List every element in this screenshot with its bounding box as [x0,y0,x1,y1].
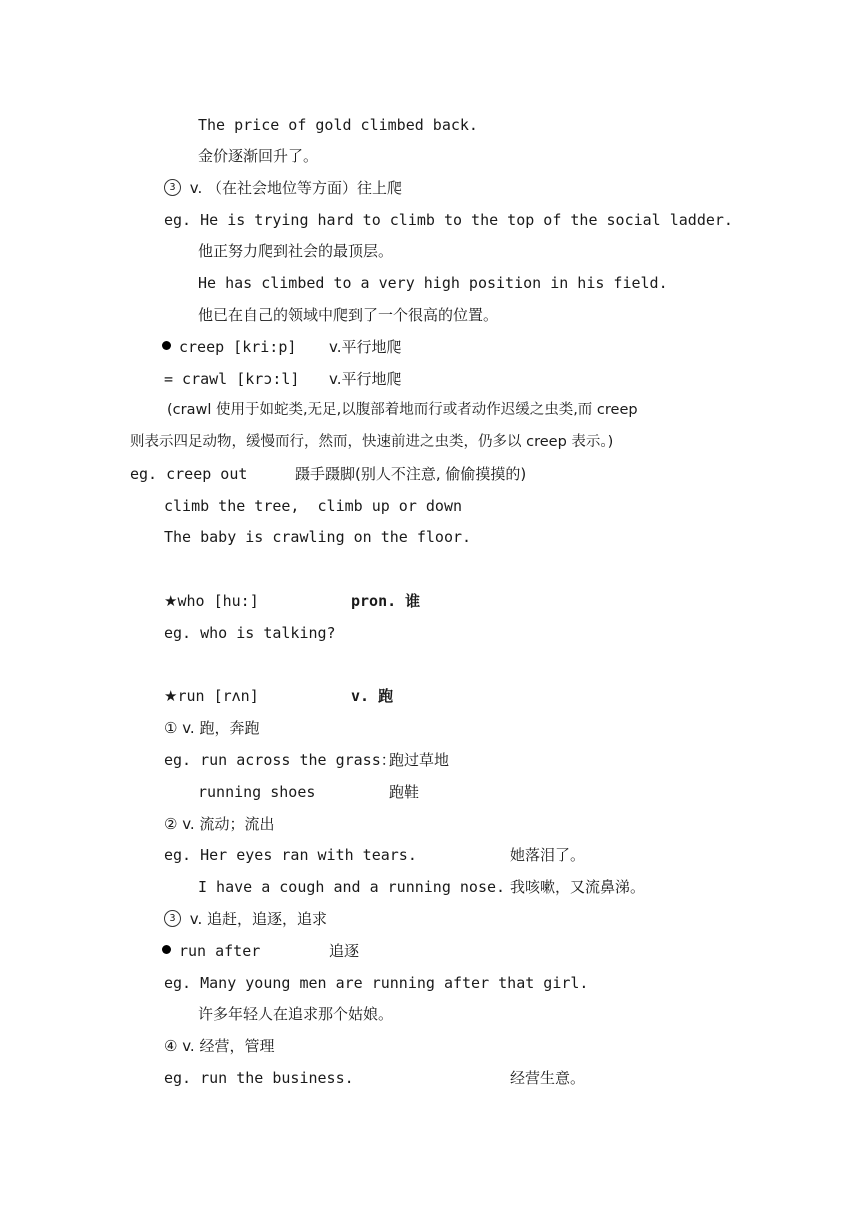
definition-text: ② v. 流动；流出 [164,815,275,833]
translation-text: 她落泪了。 [510,846,586,864]
translation [510,1068,585,1088]
headword: creep [kri:p] [179,338,297,356]
phrase-entry-run-after [162,941,260,961]
example-text: eg. Her eyes ran with tears. [164,846,417,864]
definition-text: v. 追赶，追逐，追求 [185,910,328,928]
star-icon: ★ [164,687,178,705]
translation [198,305,498,325]
note-text: (crawl 使用于如蛇类,无足,以腹部着地而行或者动作迟缓之虫类,而 creep [167,402,638,418]
translation [198,241,393,261]
headword: run after [179,942,261,960]
vocab-entry-crawl [164,369,299,389]
vocab-entry-creep [162,337,296,357]
example-phrase [164,750,396,770]
definition-3 [164,178,402,198]
translation-text: 跑过草地 [389,751,450,769]
note-text: 则表示四足动物，缓慢而行，然而，快速前进之虫类，仍多以 creep 表示。) [130,434,614,450]
translation-text: 蹑手蹑脚(别人不注意, 偷偷摸摸的) [295,465,527,483]
definition [329,337,401,357]
pos-text: v. 跑 [351,687,394,705]
example-text: running shoes [198,783,316,801]
bullet-icon [162,341,171,350]
example-text: eg. run across the grass： [164,751,396,769]
translation-text: 他已在自己的领域中爬到了一个很高的位置。 [198,306,499,324]
definition-3 [164,909,327,929]
example-text: The price of gold climbed back. [198,116,478,134]
example-sentence [164,623,336,643]
translation-text: 经营生意。 [510,1069,586,1087]
definition [329,369,401,389]
headword: who [hu:] [177,592,259,610]
circled-number: 3 [164,910,181,927]
translation-text: 金价逐渐回升了。 [198,147,319,165]
example-text: eg. who is talking? [164,624,336,642]
example-sentence [164,845,417,865]
vocab-entry-who [164,591,259,611]
example-sentence [198,115,478,135]
example-phrase [198,782,315,802]
usage-note [167,400,638,420]
example-sentence [198,877,505,897]
definition-2 [164,814,274,834]
example-sentence [164,210,733,230]
headword: = crawl [krɔ:l] [164,370,300,388]
translation-text: 追逐 [329,942,360,960]
example-phrase [164,1068,354,1088]
definition-4 [164,1036,274,1056]
bullet-icon [162,945,171,954]
translation [389,782,419,802]
example-text: eg. creep out [130,465,248,483]
definition-1 [164,718,259,738]
definition-text: v.平行地爬 [329,370,402,388]
example-text: eg. Many young men are running after that girl. [164,974,589,992]
example-sentence [164,527,471,547]
example-text: He has climbed to a very high position in his field. [198,274,668,292]
star-icon: ★ [164,592,178,610]
pos-text: pron. 谁 [351,592,421,610]
translation [510,845,585,865]
part-of-speech [351,686,393,706]
example-sentence [198,273,668,293]
vocab-entry-run [164,686,259,706]
translation-text: 我咳嗽，又流鼻涕。 [510,878,646,896]
example-text: I have a cough and a running nose. [198,878,506,896]
definition-text: ① v. 跑，奔跑 [164,719,260,737]
translation [389,750,449,770]
translation [198,1004,393,1024]
translation-text: 他正努力爬到社会的最顶层。 [198,242,394,260]
translation [295,464,526,484]
definition-text: ④ v. 经营，管理 [164,1037,275,1055]
translation-text: 许多年轻人在追求那个姑娘。 [198,1005,394,1023]
example-text: climb the tree, climb up or down [164,497,463,515]
translation-text: 跑鞋 [389,783,420,801]
usage-note [130,432,613,452]
definition-text: v. （在社会地位等方面）往上爬 [185,179,403,197]
example-sentence [164,973,588,993]
headword: run [rʌn] [177,687,259,705]
translation [329,941,359,961]
translation [198,146,318,166]
circled-number: 3 [164,179,181,196]
translation [510,877,645,897]
example-text: eg. He is trying hard to climb to the top of the social ladder. [164,211,733,229]
example-text: The baby is crawling on the floor. [164,528,472,546]
example-phrase [130,464,247,484]
example-text: eg. run the business. [164,1069,354,1087]
example-phrase [164,496,462,516]
part-of-speech [351,591,420,611]
definition-text: v.平行地爬 [329,338,402,356]
